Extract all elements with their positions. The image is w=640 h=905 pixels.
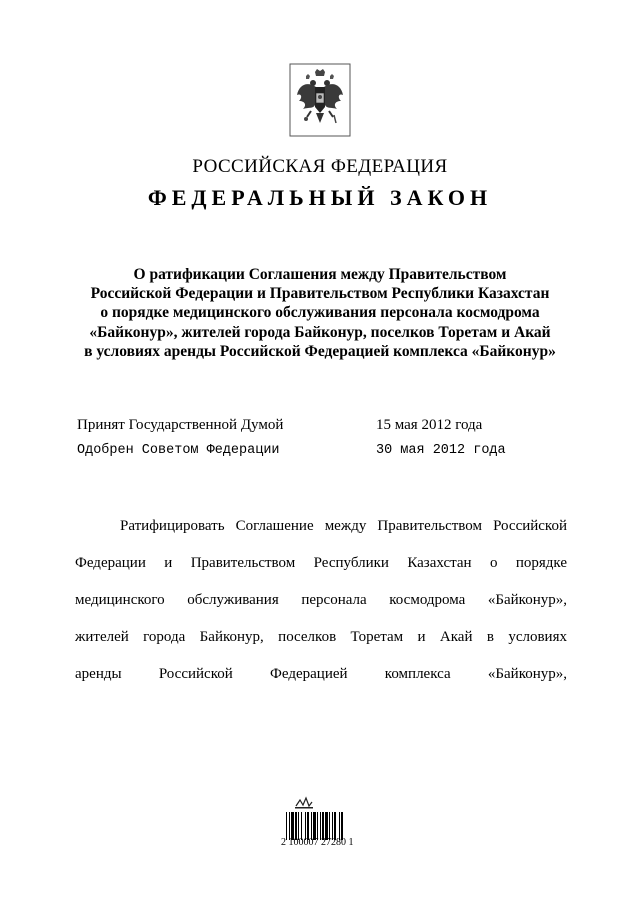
barcode-bar — [307, 812, 309, 840]
barcode-bar — [311, 812, 312, 840]
barcode — [286, 812, 356, 840]
body-line: жителей города Байконур, поселков Торетам и Акай в условиях — [75, 629, 567, 645]
title-line: «Байконур», жителей города Байконур, поселков Торетам и Акай — [89, 323, 551, 341]
barcode-number: 2 100007 27280 1 — [281, 837, 354, 848]
body-line: Федерации и Правительством Республики Казахстан о порядке — [75, 555, 567, 571]
coat-of-arms-icon — [289, 63, 351, 137]
body-line: Ратифицировать Соглашение между Правительством Российской — [120, 518, 567, 534]
law-title — [60, 265, 580, 361]
barcode-bar — [313, 812, 316, 840]
barcode-bar — [322, 812, 324, 840]
document-type: ФЕДЕРАЛЬНЫЙ ЗАКОН — [147, 185, 493, 210]
council-approval-label: Одобрен Советом Федерации — [77, 443, 280, 458]
barcode-bar — [301, 812, 302, 840]
title-line: в условиях аренды Российской Федерацией комплекса «Байконур» — [84, 342, 556, 360]
title-line: О ратификации Соглашения между Правительством — [133, 266, 507, 283]
barcode-bar — [325, 812, 328, 840]
duma-adoption-label: Принят Государственной Думой — [77, 417, 284, 433]
barcode-bar — [317, 812, 318, 840]
barcode-stamp-icon — [294, 796, 314, 810]
barcode-bar — [341, 812, 343, 840]
barcode-bar — [329, 812, 330, 840]
country-name: РОССИЙСКАЯ ФЕДЕРАЦИЯ — [192, 156, 448, 177]
barcode-bar — [289, 812, 290, 840]
council-approval-date: 30 мая 2012 года — [376, 443, 506, 458]
barcode-bar — [291, 812, 294, 840]
law-body — [75, 508, 567, 693]
title-line: Российской Федерации и Правительством Республики Казахстан — [90, 285, 550, 303]
barcode-bar — [320, 812, 321, 840]
barcode-bar — [286, 812, 287, 840]
barcode-bar — [305, 812, 306, 840]
barcode-bar — [298, 812, 299, 840]
title-line: о порядке медицинского обслуживания персонала космодрома — [100, 304, 540, 322]
duma-adoption-date: 15 мая 2012 года — [376, 417, 483, 433]
body-line: аренды Российской Федерацией комплекса «Байконур», — [75, 666, 567, 682]
barcode-bar — [334, 812, 336, 840]
barcode-bar — [332, 812, 333, 840]
body-line: медицинского обслуживания персонала космодрома «Байконур», — [75, 592, 567, 608]
barcode-bar — [295, 812, 297, 840]
barcode-bar — [339, 812, 340, 840]
